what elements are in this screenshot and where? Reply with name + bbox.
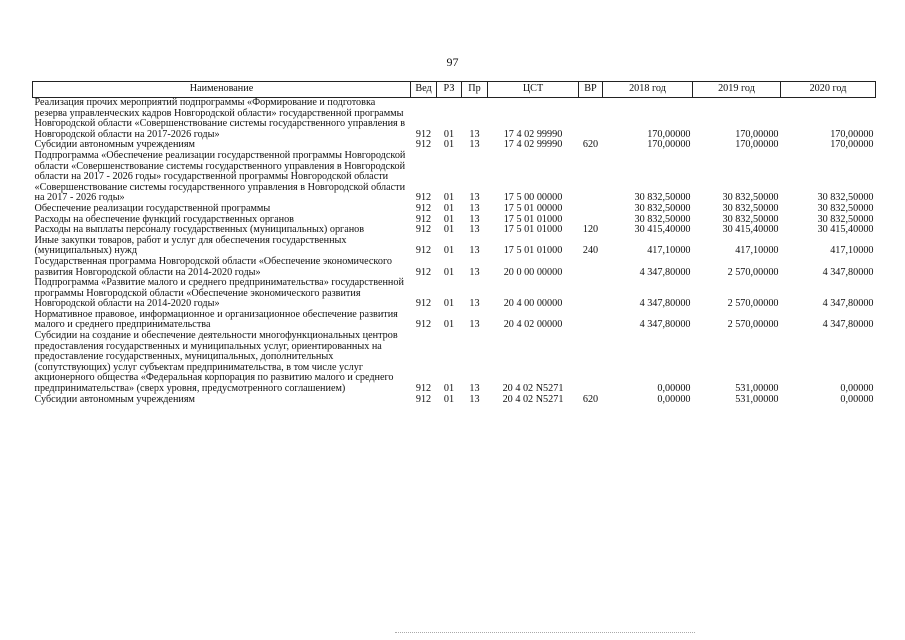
cell-rz: 01 — [443, 319, 455, 331]
cell-y2018: 0,00000 — [657, 383, 691, 395]
cell-pr: 13 — [469, 213, 480, 225]
cell-y2020: 170,00000 — [830, 139, 874, 151]
cell-ved: 912 — [415, 139, 432, 151]
column-header-ved: Вед — [411, 82, 437, 98]
cell-pr: 13 — [469, 298, 480, 310]
column-header-2020: 2020 год — [781, 82, 876, 98]
column-header-pr: Пр — [462, 82, 488, 98]
cell-cst: 17 5 00 00000 — [503, 192, 563, 204]
cell-name: Субсидии автономным учреждениям — [34, 139, 195, 151]
cell-ved: 912 — [415, 202, 432, 214]
cell-cst: 20 0 00 00000 — [503, 266, 563, 278]
cell-vr — [579, 151, 603, 204]
cell-y2018: 170,00000 — [647, 139, 691, 151]
cell-rz: 01 — [443, 128, 455, 140]
cell-rz: 01 — [443, 192, 455, 204]
cell-y2020: 4 347,80000 — [822, 298, 874, 310]
cell-rz: 01 — [443, 224, 455, 236]
cell-y2018: 170,00000 — [647, 128, 691, 140]
column-header-vr: ВР — [579, 82, 603, 98]
cell-y2018: 0,00000 — [657, 393, 691, 405]
cell-pr: 13 — [469, 245, 480, 257]
cell-rz: 01 — [443, 383, 455, 395]
cell-ved: 912 — [415, 192, 432, 204]
cell-y2020: 170,00000 — [830, 128, 874, 140]
cell-ved: 912 — [415, 245, 432, 257]
cell-name: Государственная программа Новгородской области «Обеспечение экономического развития Новгородской области на 2014-2020 годы» — [34, 255, 392, 278]
cell-cst: 20 4 00 00000 — [503, 298, 563, 310]
cell-y2020: 0,00000 — [840, 393, 874, 405]
cell-name: Подпрограмма «Обеспечение реализации государственной программы Новгородской области «Совершенствование системы государственного управления в Новгородской области на 2017 - 2026 годы» государственной программы Новгородской области «Совершенствование системы государственного управления в Новгородской области на 2017 - 2026 годы» — [34, 149, 406, 204]
cell-vr — [579, 278, 603, 310]
cell-y2020: 30 415,40000 — [817, 224, 874, 236]
cell-cst: 17 5 01 01000 — [503, 224, 563, 236]
cell-vr — [579, 98, 603, 141]
cell-pr: 13 — [469, 393, 480, 405]
cell-pr: 13 — [469, 192, 480, 204]
budget-table — [32, 81, 876, 405]
column-header-2019: 2019 год — [693, 82, 781, 98]
cell-y2020: 4 347,80000 — [822, 266, 874, 278]
cell-cst: 17 5 01 00000 — [503, 202, 563, 214]
table-row — [33, 204, 876, 215]
cell-cst: 20 4 02 N5271 — [502, 383, 564, 395]
cell-rz: 01 — [443, 245, 455, 257]
cell-pr: 13 — [469, 128, 480, 140]
table-row — [33, 257, 876, 278]
cell-y2019: 30 415,40000 — [722, 224, 779, 236]
cell-cst: 17 5 01 01000 — [503, 245, 563, 257]
cell-y2019: 417,10000 — [735, 245, 779, 257]
cell-name: Реализация прочих мероприятий подпрограммы «Формирование и подготовка резерва управленческих кадров Новгородской области» государственной программы Новгородской области «Совершенствование системы государственного управления в Новгородской области на 2017-2026 годы» — [34, 97, 406, 140]
table-row — [33, 395, 876, 406]
column-header-name: Наименование — [33, 82, 411, 98]
cell-pr: 13 — [469, 319, 480, 331]
cell-y2018: 4 347,80000 — [639, 319, 691, 331]
cell-pr: 13 — [469, 383, 480, 395]
cell-y2020: 30 832,50000 — [817, 213, 874, 225]
cell-rz: 01 — [443, 393, 455, 405]
cell-name: Субсидии на создание и обеспечение деятельности многофункциональных центров предоставления государственных и муниципальных услуг, ориентированных на предоставление государственных, муниципальных, дополнительных (сопутствующих) услуг субъектам предпринимательства, в том числе услуг акционерного общества «Федеральная корпорация по развитию малого и среднего предпринимательства» (сверх уровня, предусмотренного соглашением) — [34, 330, 398, 395]
cell-y2020: 30 832,50000 — [817, 202, 874, 214]
cell-y2019: 531,00000 — [735, 393, 779, 405]
cell-cst: 17 4 02 99990 — [503, 128, 563, 140]
table-row — [33, 98, 876, 141]
cell-pr: 13 — [469, 224, 480, 236]
cell-name: Обеспечение реализации государственной программы — [34, 202, 271, 214]
cell-y2019: 30 832,50000 — [722, 202, 779, 214]
cell-y2020: 0,00000 — [840, 383, 874, 395]
cell-ved: 912 — [415, 383, 432, 395]
cell-y2018: 4 347,80000 — [639, 266, 691, 278]
scan-artifact — [395, 632, 695, 637]
cell-pr: 13 — [469, 266, 480, 278]
cell-y2020: 417,10000 — [830, 245, 874, 257]
cell-ved: 912 — [415, 213, 432, 225]
cell-y2018: 30 832,50000 — [634, 192, 691, 204]
cell-cst: 20 4 02 00000 — [503, 319, 563, 331]
cell-vr: 620 — [582, 139, 599, 151]
cell-ved: 912 — [415, 224, 432, 236]
cell-cst: 17 5 01 01000 — [503, 213, 563, 225]
cell-rz: 01 — [443, 266, 455, 278]
cell-y2020: 30 832,50000 — [817, 192, 874, 204]
cell-cst: 17 4 02 99990 — [503, 139, 563, 151]
cell-name: Нормативное правовое, информационное и организационное обеспечение развития малого и среднего предпринимательства — [34, 308, 398, 331]
cell-vr — [579, 310, 603, 331]
cell-cst: 20 4 02 N5271 — [502, 393, 564, 405]
cell-y2020: 4 347,80000 — [822, 319, 874, 331]
cell-name: Субсидии автономным учреждениям — [34, 393, 195, 405]
cell-vr — [579, 257, 603, 278]
column-header-2018: 2018 год — [603, 82, 693, 98]
column-header-cst: ЦСТ — [488, 82, 579, 98]
cell-name: Подпрограмма «Развитие малого и среднего предпринимательства» государственной программы Новгородской области «Обеспечение экономического развития Новгородской области на 2014-2020 годы» — [34, 277, 404, 310]
cell-pr: 13 — [469, 139, 480, 151]
table-row — [33, 310, 876, 331]
cell-y2019: 531,00000 — [735, 383, 779, 395]
table-row — [33, 236, 876, 257]
cell-rz: 01 — [443, 213, 455, 225]
cell-y2019: 2 570,00000 — [727, 319, 779, 331]
cell-pr: 13 — [469, 202, 480, 214]
cell-vr: 240 — [582, 245, 599, 257]
cell-vr — [579, 331, 603, 395]
cell-name: Расходы на обеспечение функций государственных органов — [34, 213, 294, 225]
cell-rz: 01 — [443, 202, 455, 214]
table-body — [33, 98, 876, 406]
column-header-rz: РЗ — [437, 82, 462, 98]
cell-y2019: 170,00000 — [735, 139, 779, 151]
cell-name: Расходы на выплаты персоналу государственных (муниципальных) органов — [34, 224, 365, 236]
cell-y2018: 30 832,50000 — [634, 202, 691, 214]
cell-ved: 912 — [415, 393, 432, 405]
cell-rz: 01 — [443, 298, 455, 310]
cell-ved: 912 — [415, 128, 432, 140]
cell-ved: 912 — [415, 298, 432, 310]
cell-y2018: 4 347,80000 — [639, 298, 691, 310]
cell-y2019: 30 832,50000 — [722, 213, 779, 225]
cell-y2018: 30 832,50000 — [634, 213, 691, 225]
cell-ved: 912 — [415, 266, 432, 278]
cell-ved: 912 — [415, 319, 432, 331]
cell-y2019: 170,00000 — [735, 128, 779, 140]
cell-vr — [579, 204, 603, 215]
cell-y2018: 30 415,40000 — [634, 224, 691, 236]
table-row — [33, 278, 876, 310]
cell-y2019: 30 832,50000 — [722, 192, 779, 204]
page-number: 97 — [446, 55, 459, 69]
cell-y2019: 2 570,00000 — [727, 266, 779, 278]
cell-y2018: 417,10000 — [647, 245, 691, 257]
cell-y2019: 2 570,00000 — [727, 298, 779, 310]
cell-name: Иные закупки товаров, работ и услуг для обеспечения государственных (муниципальных) нужд — [34, 234, 347, 257]
table-row — [33, 151, 876, 204]
table-row — [33, 331, 876, 395]
cell-vr: 620 — [582, 393, 599, 405]
cell-vr: 120 — [582, 224, 599, 236]
table-header-row — [33, 82, 876, 98]
cell-rz: 01 — [443, 139, 455, 151]
